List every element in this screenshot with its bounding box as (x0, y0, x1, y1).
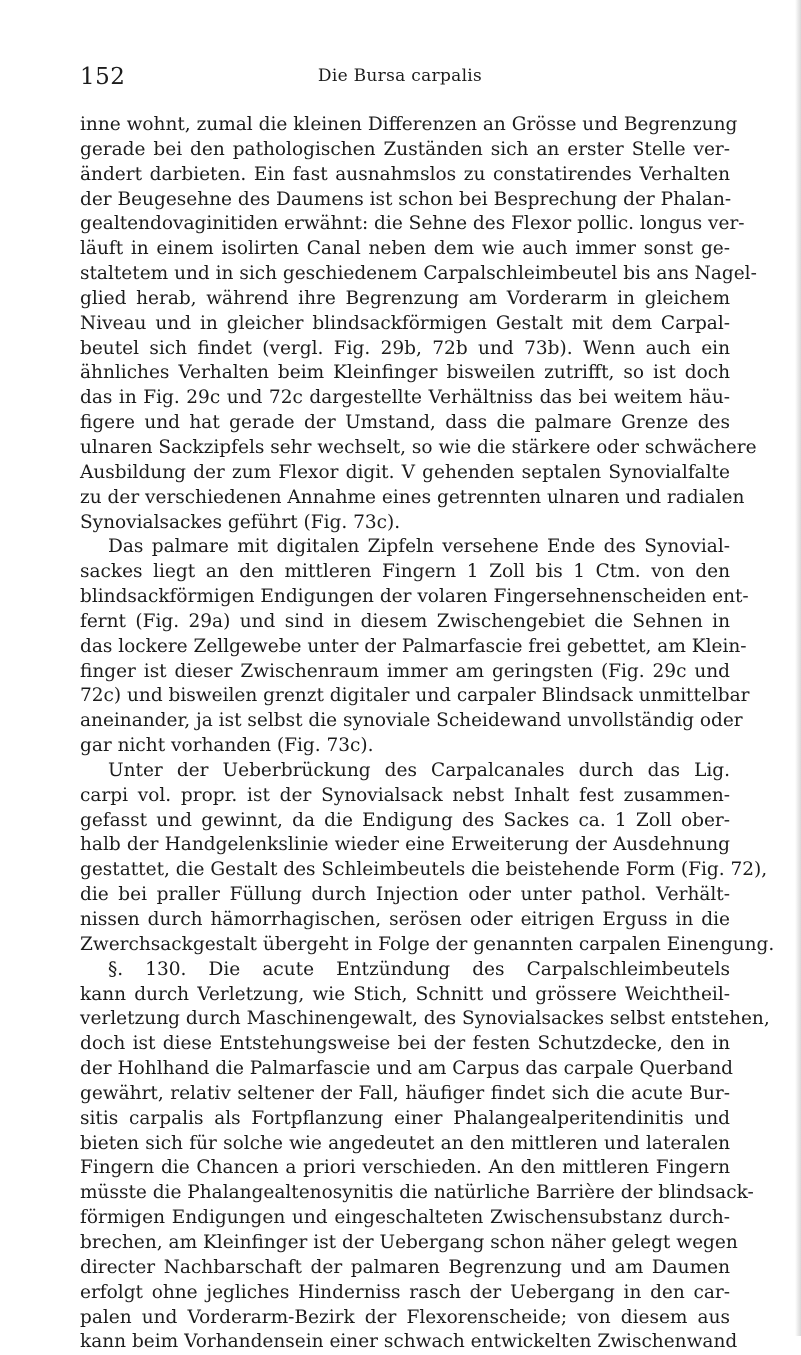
body-text (80, 113, 775, 1355)
text-line: fernt (Fig. 29a) und sind in diesem Zwischengebiet die Sehnen in (80, 610, 730, 632)
text-line: 72c) und bisweilen grenzt digitaler und carpaler Blindsack unmittelbar (80, 685, 750, 707)
page-header (80, 62, 720, 96)
text-line: ähnliches Verhalten beim Kleinfinger bisweilen zutrifft, so ist doch (80, 362, 730, 384)
text-line: Fingern die Chancen a priori verschieden. An den mittleren Fingern (80, 1157, 730, 1179)
text-line: halb der Handgelenkslinie wieder eine Erweiterung der Ausdehnung (80, 834, 730, 856)
text-line: läuft in einem isolirten Canal neben dem wie auch immer sonst ge- (80, 238, 730, 260)
text-line: carpi vol. propr. ist der Synovialsack nebst Inhalt fest zusammen- (80, 784, 730, 806)
text-line: sitis carpalis als Fortpflanzung einer Phalangealperitendinitis und (80, 1107, 730, 1129)
text-line: staltetem und in sich geschiedenem Carpalschleimbeutel bis ans Nagel- (80, 263, 757, 285)
text-line: müsste die Phalangealtenosynitis die natürliche Barrière der blindsack- (80, 1182, 754, 1204)
text-line: Niveau und in gleicher blindsackförmigen Gestalt mit dem Carpal- (80, 312, 730, 334)
text-line: directer Nachbarschaft der palmaren Begrenzung und am Daumen (80, 1256, 730, 1278)
text-line: das lockere Zellgewebe unter der Palmarfascie frei gebettet, am Klein- (80, 635, 747, 657)
text-line: Unter der Ueberbrückung des Carpalcanales durch das Lig. (108, 759, 730, 781)
page-edge-shadow (795, 0, 801, 1336)
text-line: aneinander, ja ist selbst die synoviale Scheidewand unvollständig oder (80, 710, 743, 732)
text-line: Ausbildung der zum Flexor digit. V gehenden septalen Synovialfalte (80, 461, 730, 483)
text-line: erfolgt ohne jegliches Hinderniss rasch der Uebergang in den car- (80, 1281, 730, 1303)
text-line: Synovialsackes geführt (Fig. 73c). (80, 511, 401, 533)
text-line: gestattet, die Gestalt des Schleimbeutels die beistehende Form (Fig. 72), (80, 859, 768, 881)
text-line: zu der verschiedenen Annahme eines getrennten ulnaren und radialen (80, 486, 745, 508)
text-line: sackes liegt an den mittleren Fingern 1 Zoll bis 1 Ctm. von den (80, 561, 730, 583)
text-line: kann beim Vorhandensein einer schwach entwickelten Zwischenwand (80, 1331, 738, 1353)
text-line: blindsackförmigen Endigungen der volaren Fingersehnenscheiden ent- (80, 586, 749, 608)
text-line: bieten sich für solche wie angedeutet an den mittleren und lateralen (80, 1132, 730, 1154)
page-number: 152 (80, 64, 126, 90)
text-line: der Beugesehne des Daumens ist schon bei Besprechung der Phalan- (80, 188, 732, 210)
text-line: Das palmare mit digitalen Zipfeln versehene Ende des Synovial- (108, 536, 730, 558)
text-line: inne wohnt, zumal die kleinen Differenzen an Grösse und Begrenzung (80, 114, 738, 135)
text-line: palen und Vorderarm-Bezirk der Flexorenscheide; von diesem aus (80, 1306, 730, 1328)
text-line: verletzung durch Maschinengewalt, des Synovialsackes selbst entstehen, (80, 1008, 770, 1030)
text-line: gar nicht vorhanden (Fig. 73c). (80, 735, 374, 757)
text-line: gefasst und gewinnt, da die Endigung des Sackes ca. 1 Zoll ober- (80, 809, 730, 831)
text-line: förmigen Endigungen und eingeschalteten Zwischensubstanz durch- (80, 1207, 730, 1229)
text-line: gewährt, relativ seltener der Fall, häufiger findet sich die acute Bur- (80, 1082, 730, 1104)
text-line: figere und hat gerade der Umstand, dass die palmare Grenze des (80, 412, 730, 434)
text-line: kann durch Verletzung, wie Stich, Schnitt und grössere Weichtheil- (80, 983, 730, 1005)
text-line: Zwerchsackgestalt übergeht in Folge der genannten carpalen Einengung. (80, 933, 775, 955)
running-title: Die Bursa carpalis (317, 66, 483, 86)
text-line: doch ist diese Entstehungsweise bei der festen Schutzdecke, den in (80, 1033, 730, 1055)
text-line: finger ist dieser Zwischenraum immer am geringsten (Fig. 29c und (80, 660, 730, 682)
text-line: der Hohlhand die Palmarfascie und am Carpus das carpale Querband (80, 1058, 734, 1080)
text-line: brechen, am Kleinfinger ist der Uebergang schon näher gelegt wegen (80, 1231, 738, 1253)
text-line: ulnaren Sackzipfels sehr wechselt, so wie die stärkere oder schwächere (80, 436, 757, 458)
text-line: nissen durch hämorrhagischen, serösen oder eitrigen Erguss in die (80, 909, 730, 930)
text-line: §. 130. Die acute Entzündung des Carpalschleimbeutels (108, 958, 730, 980)
text-line: ändert darbieten. Ein fast ausnahmslos zu constatirendes Verhalten (80, 163, 730, 185)
text-line: gealtendovaginitiden erwähnt: die Sehne des Flexor pollic. longus ver- (80, 213, 745, 235)
text-line: gerade bei den pathologischen Zuständen sich an erster Stelle ver- (80, 138, 730, 160)
text-line: das in Fig. 29c und 72c dargestellte Verhältniss das bei weitem häu- (80, 387, 730, 409)
text-line: beutel sich findet (vergl. Fig. 29b, 72b und 73b). Wenn auch ein (80, 337, 730, 359)
text-line: die bei praller Füllung durch Injection oder unter pathol. Verhält- (80, 884, 730, 906)
text-line: glied herab, während ihre Begrenzung am Vorderarm in gleichem (80, 287, 730, 309)
